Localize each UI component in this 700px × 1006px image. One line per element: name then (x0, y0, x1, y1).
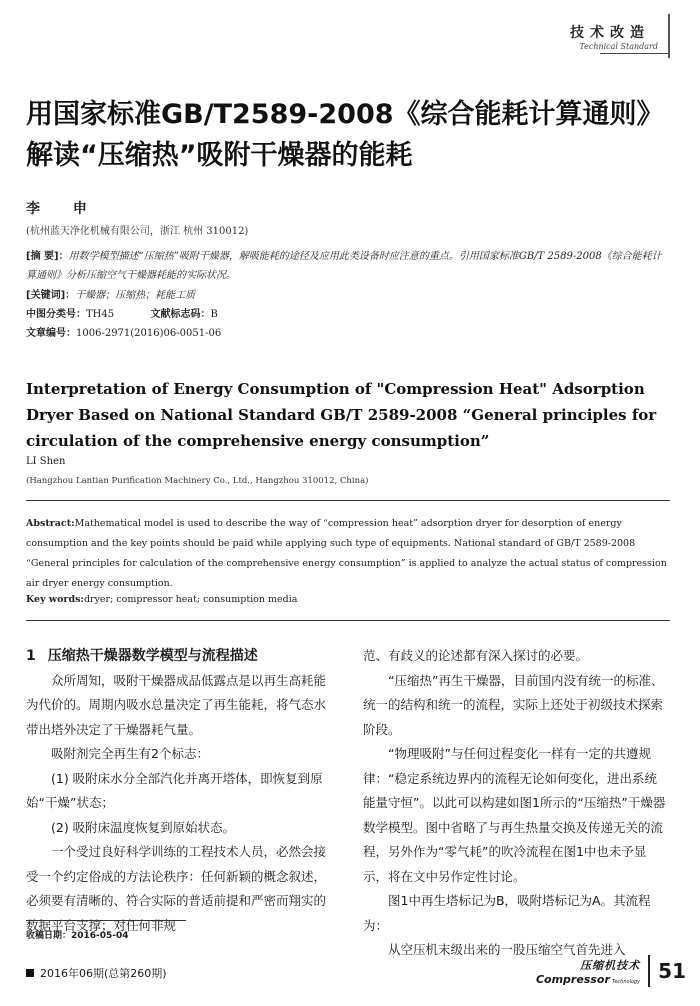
section-1-number: 1 (26, 648, 36, 664)
section-1-title: 压缩热干燥器数学模型与流程描述 (47, 648, 258, 664)
right-paragraph: 从空压机末级出来的一股压缩空气首先进入 (388, 942, 626, 957)
keywords-cn-text: 干燥器；压缩热；耗能工质 (75, 290, 196, 301)
abstract-en-text: Mathematical model is used to describe the way of “compression heat” adsorption dryer for desorption of energy consumption and the key points should be paid while applying such type of equipments. National standard of GB/T 2589-2008 “General principles for calculation of the comprehensive energy consumption” is applied to analyze the actual status of compression air dryer energy consumption. (26, 518, 667, 589)
left-paragraph: 众所周知，吸附干燥器成品低露点是以再生高耗能为代价的。周期内吸水总量决定了再生能耗，将气态水带出塔外决定了干燥器耗气量。 (26, 672, 327, 737)
paper-title-cn: 用国家标准GB/T2589-2008《综合能耗计算通则》解读“压缩热”吸附干燥器的能耗 (26, 99, 664, 171)
keywords-cn (26, 286, 670, 305)
doc-code-label: 文献标志码： (150, 309, 211, 320)
issue-text: 2016年06期(总第260期) (40, 967, 167, 980)
keywords-en-text: dryer; compressor heat; consumption media (83, 594, 298, 605)
abstract-cn-text: 用数学模型描述“压缩热”吸附干燥器，解吸能耗的途径及应用此类设备时应注意的重点。引用国家标准GB/T 2589-2008《综合能耗计算通则》分析压缩空气干燥器耗能的实际状况。 (26, 251, 662, 281)
abstract-en (26, 514, 670, 594)
body-right-column (363, 644, 669, 963)
footer-divider (648, 955, 650, 987)
author-en: LI Shen (26, 456, 66, 467)
journal-logo (536, 957, 640, 986)
header-rule (600, 53, 670, 54)
abstract-en-label: Abstract: (26, 518, 75, 529)
right-paragraph: 图1中再生塔标记为B，吸附塔标记为A。其流程为： (363, 893, 651, 933)
right-paragraph: “压缩热”再生干燥器，目前国内没有统一的标准、统一的结构和统一的流程，实际上还处于初级技术探索阶段。 (363, 672, 664, 737)
left-paragraph: (2) 吸附床温度恢复到原始状态。 (51, 819, 236, 835)
footnote-rule (26, 920, 186, 921)
affiliation-cn: (杭州蓝天净化机械有限公司，浙江 杭州 310012) (26, 226, 249, 237)
clc-label: 中图分类号： (26, 309, 86, 320)
keywords-en-label: Key words: (26, 594, 84, 605)
article-number (26, 324, 670, 343)
header-section-cn: 技术改造 (570, 25, 650, 41)
abstract-cn-label: [摘 要]： (26, 251, 69, 262)
abstract-bottom-rule (26, 620, 670, 621)
right-paragraph: 范、有歧义的论述都有深入探讨的必要。 (363, 648, 589, 663)
abstract-top-rule (26, 500, 670, 501)
header-side-bar (668, 14, 670, 58)
footer-issue (26, 965, 167, 981)
author-cn: 李 申 (26, 201, 101, 217)
paper-title-en: Interpretation of Energy Consumption of "Compression Heat" Adsorption Dryer Based on National Standard GB/T 2589-2008 “General principles for circulation of the comprehensive energy consumption” (26, 380, 657, 450)
square-bullet-icon (26, 969, 34, 977)
right-paragraph: “物理吸附”与任何过程变化一样有一定的共遵规律：“稳定系统边界内的流程无论如何变化，进出系统能量守恒”。以此可以构建如图1所示的“压缩热”干燥器数学模型。图中省略了与再生热量交换及传递无关的流程，另外作为“零气耗”的吹冷流程在图1中也未予显示，将在文中另作定性讨论。 (363, 746, 666, 884)
keywords-en (26, 594, 670, 605)
left-paragraph: (1) 吸附床水分全部汽化并离开塔体，即恢复到原始“干燥”状态； (26, 770, 323, 810)
left-paragraph: 一个受过良好科学训练的工程技术人员，必然会接受一个约定俗成的方法论秩序：任何新颖的概念叙述，必须要有清晰的、符合实际的普适前提和严密而翔实的数据平台支撑；对任何非规 (26, 844, 327, 933)
clc-value: TH45 (86, 309, 115, 320)
received-date: 收稿日期：2016-05-04 (26, 931, 129, 941)
keywords-cn-label: [关键词]： (26, 290, 76, 301)
classification (26, 305, 670, 324)
footer-journal (536, 955, 686, 987)
journal-name-en-sub: Technology (611, 978, 641, 985)
body-left-column (26, 644, 332, 938)
doc-code-value: B (210, 309, 218, 320)
article-no-value: 1006-2971(2016)06-0051-06 (76, 328, 222, 339)
affiliation-en: (Hangzhou Lantian Purification Machinery Co., Ltd., Hangzhou 310012, China) (26, 476, 369, 486)
journal-name-en: Compressor (535, 972, 610, 986)
abstract-cn (26, 247, 670, 285)
page-number: 51 (658, 959, 686, 983)
left-paragraph: 吸附剂完全再生有2个标志： (51, 746, 209, 761)
header-section-en: Technical Standard (579, 42, 658, 51)
article-no-label: 文章编号： (26, 328, 76, 339)
section-1-heading (26, 644, 332, 669)
journal-name-cn: 压缩机技术 (580, 958, 641, 972)
